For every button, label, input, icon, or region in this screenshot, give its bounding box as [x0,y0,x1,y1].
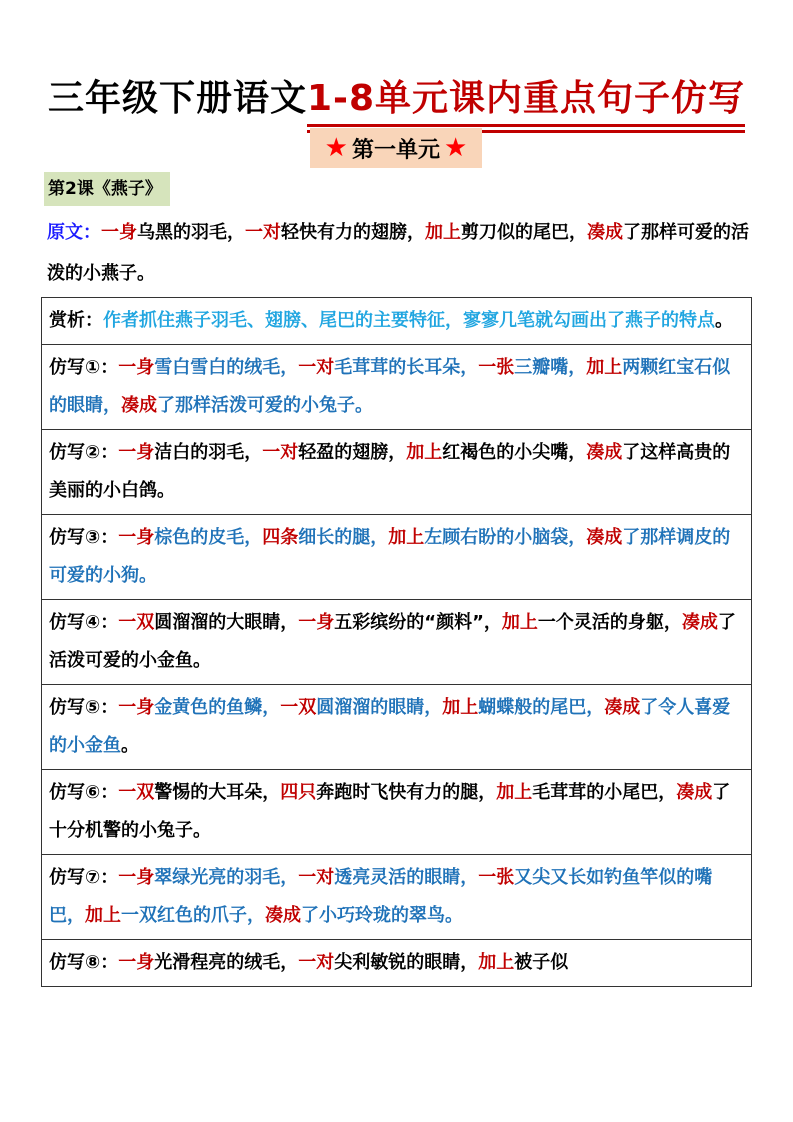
text-segment: 圆溜溜的大眼睛， [154,612,299,633]
text-segment: 。 [715,310,733,331]
keyword: 一身 [118,867,155,888]
keyword: 凑成 [676,782,713,803]
star-icon: ★ [324,133,348,163]
imitation-row [42,855,752,940]
text-segment: 被子似 [514,952,569,973]
keyword: 加上 [496,782,533,803]
unit-label: 第一单元 [351,137,440,163]
imitation-label: 仿写⑥： [49,782,119,803]
document-title [0,70,793,125]
text-segment: 金黄色的鱼鳞， [154,697,281,718]
text-segment: 一双红色的爪子， [121,905,265,926]
imitation-label: 仿写②： [49,442,119,463]
table-cell [42,345,752,430]
imitation-label: 仿写⑤： [49,697,119,718]
keyword: 一张 [478,357,515,378]
keyword: 一对 [298,952,335,973]
analysis-row [42,298,752,345]
imitation-row [42,770,752,855]
text-segment: 棕色的皮毛， [154,527,263,548]
row-text [49,357,730,416]
keyword: 一身 [298,612,335,633]
text-segment: 了十分机警的小兔子。 [49,782,731,841]
imitation-row [42,600,752,685]
text-segment: 光滑程亮的绒毛， [154,952,299,973]
keyword: 加上 [425,222,461,243]
text-segment: 毛茸茸的长耳朵， [334,357,479,378]
row-text [49,442,730,501]
text-segment: 尖利敏锐的眼睛， [334,952,479,973]
table-cell [42,855,752,940]
keyword: 一身 [118,952,155,973]
keyword: 加上 [478,952,515,973]
text-segment: 了小巧玲珑的翠鸟。 [301,905,463,926]
imitation-row [42,345,752,430]
row-text [49,867,712,926]
text-segment: 又尖又长如钓鱼竿似的嘴巴， [49,867,713,926]
table-cell [42,298,752,345]
lesson-heading: 第2课《燕子》 [44,172,170,206]
text-segment: 细长的腿， [298,527,389,548]
keyword: 加上 [85,905,121,926]
analysis-label: 赏析： [49,310,103,331]
text-segment: 了那样可爱的活泼的小燕子。 [47,222,749,284]
imitation-label: 仿写⑧： [49,952,119,973]
text-segment: 了这样高贵的美丽的小白鸽。 [49,442,731,501]
keyword: 加上 [406,442,443,463]
imitation-label: 仿写⑦： [49,867,119,888]
row-text [49,612,736,671]
keyword: 一张 [478,867,515,888]
text-segment: 翠绿光亮的羽毛， [154,867,299,888]
keyword: 加上 [586,357,623,378]
title-grade: 三年级下册语文 [47,78,307,119]
row-text [49,697,730,756]
text-segment: 警惕的大耳朵， [154,782,281,803]
text-segment: 洁白的羽毛， [154,442,263,463]
text-segment: 奔跑时飞快有力的腿， [316,782,497,803]
text-segment: 轻盈的翅膀， [298,442,407,463]
text-segment: 了活泼可爱的小金鱼。 [49,612,736,671]
row-text [49,527,730,586]
keyword: 凑成 [265,905,301,926]
text-segment: 了那样调皮的可爱的小狗。 [49,527,731,586]
text-segment: 乌黑的羽毛， [137,222,245,243]
imitation-row [42,685,752,770]
imitation-row [42,430,752,515]
keyword: 加上 [442,697,479,718]
table-cell [42,515,752,600]
keyword: 一身 [101,222,137,243]
keyword: 一对 [298,867,335,888]
imitation-label: 仿写④： [49,612,119,633]
star-icon: ★ [444,133,468,163]
title-topic: 1-8单元课内重点句子仿写 [307,70,745,125]
text-segment: 三瓣嘴， [514,357,587,378]
keyword: 一身 [118,697,155,718]
text-segment: 雪白雪白的绒毛， [154,357,299,378]
keyword: 凑成 [681,612,718,633]
table-cell [42,685,752,770]
keyword: 一双 [118,612,155,633]
keyword: 一对 [245,222,281,243]
text-segment: 五彩缤纷的“颜料”， [334,612,502,633]
text-segment: 一个灵活的身躯， [537,612,682,633]
text-segment: 毛茸茸的小尾巴， [532,782,677,803]
text-segment: 两颗红宝石似的眼睛， [49,357,731,416]
text-segment: 剪刀似的尾巴， [461,222,587,243]
keyword: 凑成 [586,442,623,463]
text-segment: 。 [121,735,139,756]
keyword: 一双 [118,782,155,803]
text-segment: 作者抓住燕子羽毛、翅膀、尾巴的主要特征，寥寥几笔就勾画出了燕子的特点 [103,310,715,331]
keyword: 一身 [118,357,155,378]
keyword: 四只 [280,782,317,803]
keyword: 凑成 [586,527,623,548]
imitation-label: 仿写③： [49,527,119,548]
keyword: 凑成 [121,395,157,416]
text-segment: 圆溜溜的眼睛， [316,697,443,718]
table-cell [42,940,752,987]
row-text [49,782,730,841]
imitation-table [41,297,752,987]
text-segment: 了那样活泼可爱的小兔子。 [157,395,373,416]
keyword: 四条 [262,527,299,548]
original-sentence [47,212,757,294]
row-text [103,310,733,331]
keyword: 凑成 [587,222,623,243]
table-cell [42,600,752,685]
imitation-row [42,515,752,600]
row-text [118,952,568,973]
table-cell [42,770,752,855]
keyword: 凑成 [604,697,641,718]
keyword: 加上 [388,527,425,548]
text-segment: 轻快有力的翅膀， [281,222,425,243]
imitation-row [42,940,752,987]
text-segment: 蝴蝶般的尾巴， [478,697,605,718]
keyword: 加上 [501,612,538,633]
original-label: 原文： [47,222,101,243]
table-cell [42,430,752,515]
keyword: 一对 [298,357,335,378]
unit-heading [310,128,482,168]
imitation-label: 仿写①： [49,357,119,378]
text-segment: 透亮灵活的眼睛， [334,867,479,888]
keyword: 一身 [118,527,155,548]
keyword: 一身 [118,442,155,463]
keyword: 一对 [262,442,299,463]
text-segment: 红褐色的小尖嘴， [442,442,587,463]
text-segment: 了令人喜爱的小金鱼 [49,697,731,756]
keyword: 一双 [280,697,317,718]
original-text [47,222,749,284]
text-segment: 左顾右盼的小脑袋， [424,527,587,548]
